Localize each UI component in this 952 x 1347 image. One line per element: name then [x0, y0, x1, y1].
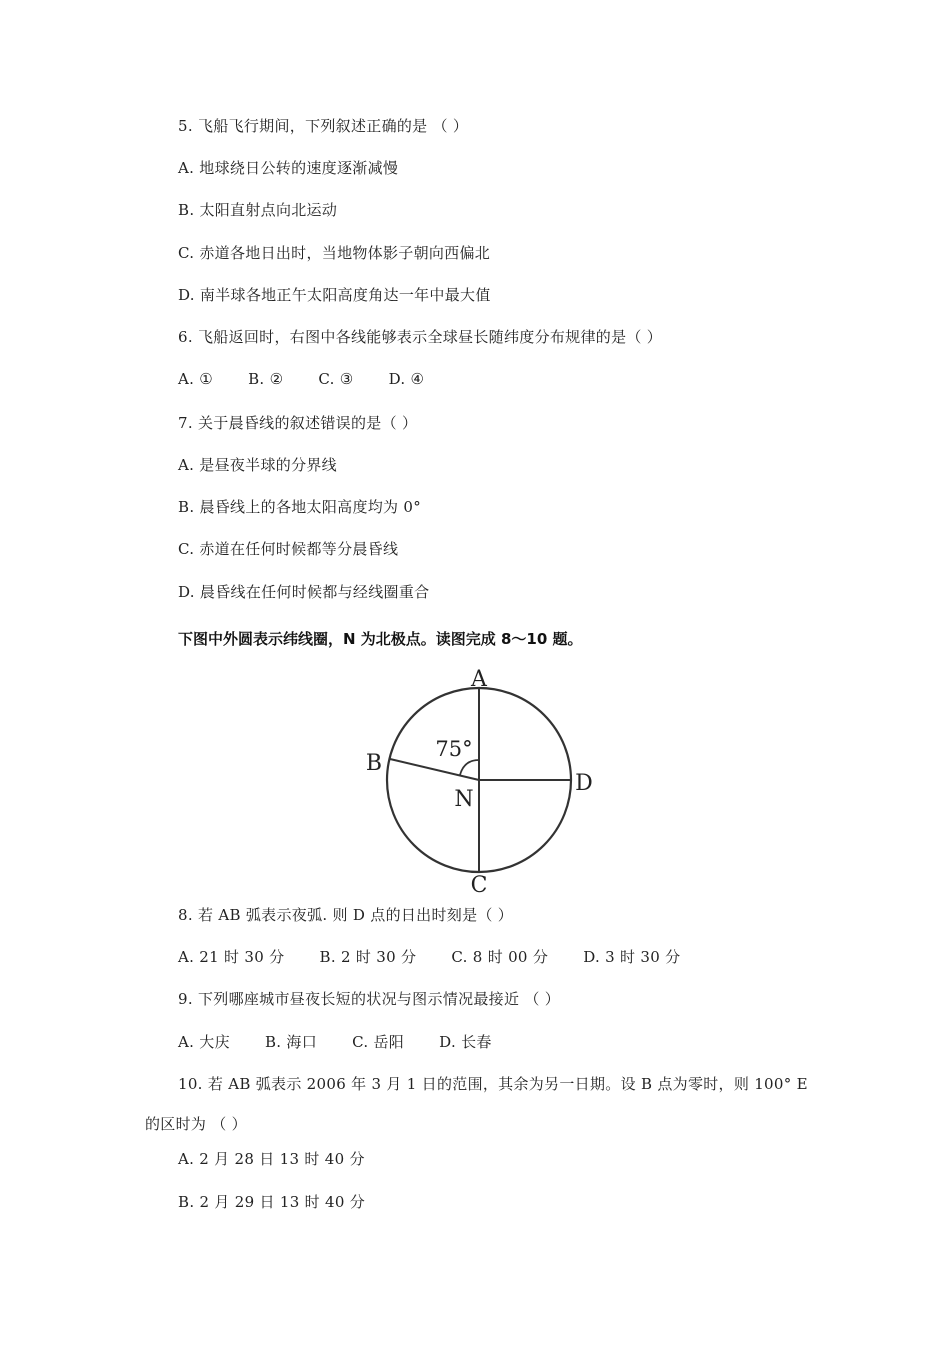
- q8-options: [178, 947, 710, 967]
- q8-option-c: C. 8 时 00 分: [451, 948, 549, 966]
- q5-stem: 5. 飞船飞行期间，下列叙述正确的是 （ ）: [178, 117, 469, 135]
- q9-option-d: D. 长春: [439, 1033, 492, 1051]
- q6-option-b: B. ②: [248, 370, 284, 388]
- latitude-circle-diagram: [340, 664, 630, 898]
- q6-option-d: D. ④: [388, 370, 425, 388]
- section-heading: 下图中外圆表示纬线圈，N 为北极点。读图完成 8～10 题。: [178, 630, 583, 648]
- q8-option-b: B. 2 时 30 分: [319, 948, 417, 966]
- label-b: B: [365, 751, 383, 776]
- q9-stem: 9. 下列哪座城市昼夜长短的状况与图示情况最接近 （ ）: [178, 990, 561, 1008]
- q7-option-d: D. 晨昏线在任何时候都与经线圈重合: [178, 583, 430, 601]
- q7-option-a: A. 是昼夜半球的分界线: [178, 456, 337, 474]
- q8-option-a: A. 21 时 30 分: [178, 948, 285, 966]
- angle-arc: [460, 760, 479, 775]
- q5-option-b: B. 太阳直射点向北运动: [178, 201, 338, 219]
- angle-label: 75°: [435, 737, 473, 761]
- q5-option-a: A. 地球绕日公转的速度逐渐减慢: [178, 159, 399, 177]
- q7-stem: 7. 关于晨昏线的叙述错误的是（ ）: [178, 414, 418, 432]
- q6-options: [178, 369, 454, 389]
- label-n: N: [454, 787, 474, 812]
- q10-stem: 10. 若 AB 弧表示 2006 年 3 月 1 日的范围，其余为另一日期。设 B 点为零时，则 100° E 的区时为 （ ）: [145, 1075, 808, 1133]
- q10-option-a: A. 2 月 28 日 13 时 40 分: [178, 1150, 365, 1168]
- q9-option-b: B. 海口: [264, 1033, 318, 1051]
- label-c: C: [470, 873, 488, 898]
- q6-option-c: C. ③: [318, 370, 354, 388]
- label-a: A: [471, 667, 487, 692]
- q5-option-c: C. 赤道各地日出时，当地物体影子朝向西偏北: [178, 244, 491, 262]
- label-d: D: [575, 771, 593, 796]
- q5-option-d: D. 南半球各地正午太阳高度角达一年中最大值: [178, 286, 491, 304]
- q8-stem: 8. 若 AB 弧表示夜弧. 则 D 点的日出时刻是（ ）: [178, 906, 514, 924]
- line-n-b: [390, 759, 479, 780]
- q9-options: [178, 1032, 522, 1052]
- q9-option-c: C. 岳阳: [352, 1033, 405, 1051]
- q10-option-b: B. 2 月 29 日 13 时 40 分: [178, 1193, 366, 1211]
- q8-option-d: D. 3 时 30 分: [583, 948, 681, 966]
- q6-option-a: A. ①: [178, 370, 214, 388]
- q7-option-b: B. 晨昏线上的各地太阳高度均为 0°: [178, 498, 422, 516]
- q6-stem: 6. 飞船返回时，右图中各线能够表示全球昼长随纬度分布规律的是（ ）: [178, 328, 663, 346]
- q9-option-a: A. 大庆: [178, 1033, 230, 1051]
- q7-option-c: C. 赤道在任何时候都等分晨昏线: [178, 540, 399, 558]
